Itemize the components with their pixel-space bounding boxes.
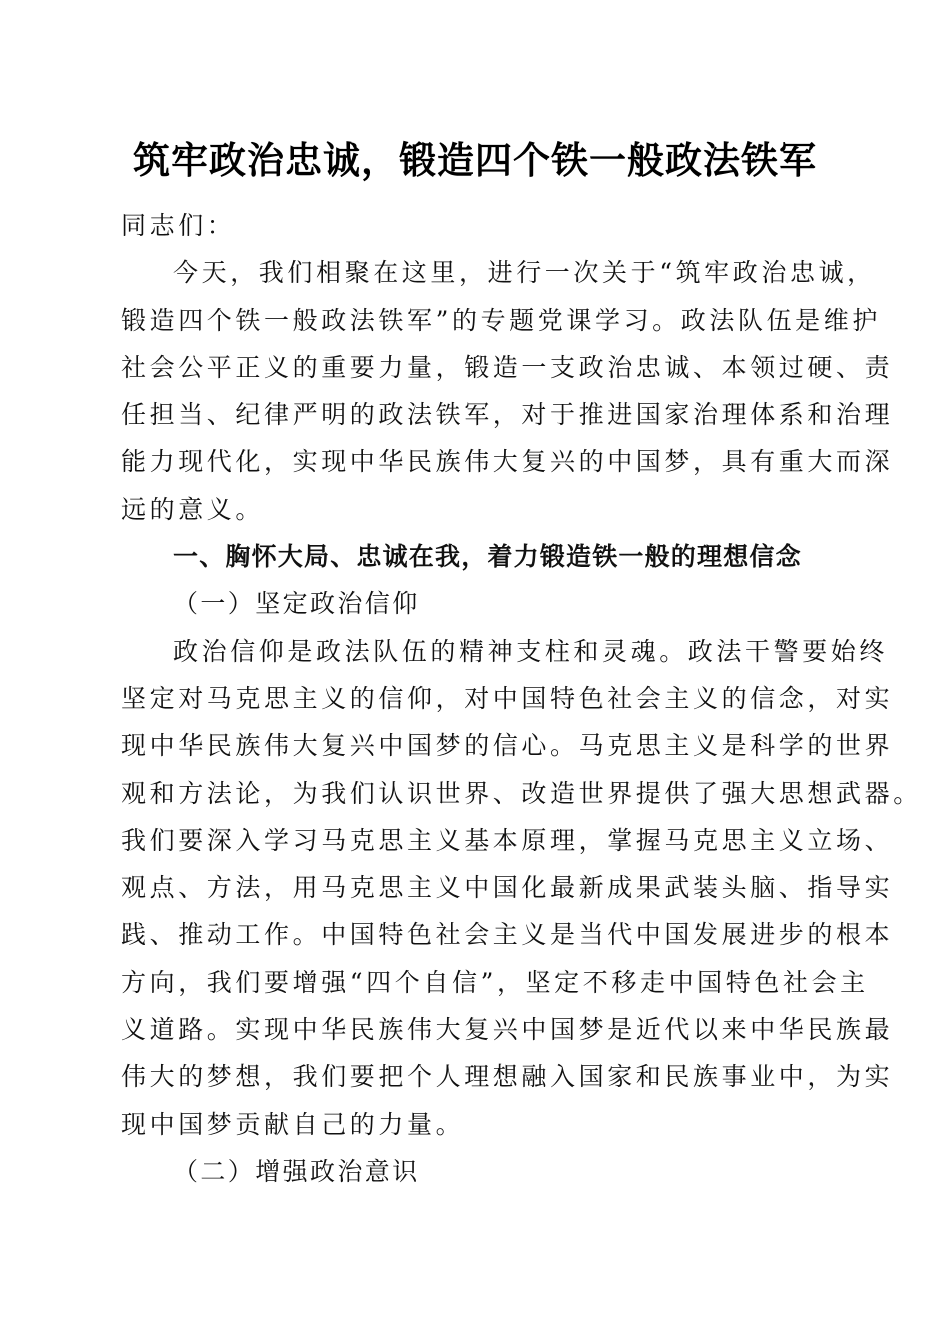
- paragraph-line: 任担当、纪律严明的政法铁军，对于推进国家治理体系和治理: [121, 400, 894, 430]
- paragraph-line: 现中华民族伟大复兴中国梦的信心。马克思主义是科学的世界: [121, 731, 894, 761]
- paragraph-line: 践、推动工作。中国特色社会主义是当代中国发展进步的根本: [121, 920, 894, 950]
- paragraph-line: 坚定对马克思主义的信仰，对中国特色社会主义的信念，对实: [121, 683, 894, 713]
- document-title: 筑牢政治忠诚，锻造四个铁一般政法铁军: [133, 138, 817, 182]
- subsection-heading: （二）增强政治意识: [173, 1156, 420, 1186]
- paragraph-line: 我们要深入学习马克思主义基本原理，掌握马克思主义立场、: [121, 825, 894, 855]
- paragraph-line: 义道路。实现中华民族伟大复兴中国梦是近代以来中华民族最: [121, 1015, 894, 1045]
- paragraph-line: 方向，我们要增强“四个自信”，坚定不移走中国特色社会主: [121, 967, 869, 997]
- paragraph-line: 能力现代化，实现中华民族伟大复兴的中国梦，具有重大而深: [121, 447, 894, 477]
- salutation: 同志们：: [121, 211, 236, 240]
- paragraph-line: 远的意义。: [121, 494, 265, 524]
- section-heading: 一、胸怀大局、忠诚在我，着力锻造铁一般的理想信念: [173, 542, 802, 572]
- paragraph-line: 观点、方法，用马克思主义中国化最新成果武装头脑、指导实: [121, 873, 894, 903]
- document-body: [121, 202, 922, 1195]
- paragraph-line: 现中国梦贡献自己的力量。: [121, 1109, 465, 1139]
- subsection-heading: （一）坚定政治信仰: [173, 589, 420, 619]
- intro-paragraph: [121, 249, 894, 533]
- subsection-paragraph: [121, 628, 922, 1148]
- paragraph-line: 社会公平正义的重要力量，锻造一支政治忠诚、本领过硬、责: [121, 352, 894, 382]
- paragraph-line: 今天，我们相聚在这里，进行一次关于“筑牢政治忠诚，: [173, 258, 876, 288]
- paragraph-line: 伟大的梦想，我们要把个人理想融入国家和民族事业中，为实: [121, 1062, 894, 1092]
- paragraph-line: 观和方法论，为我们认识世界、改造世界提供了强大思想武器。: [121, 778, 922, 808]
- paragraph-line: 锻造四个铁一般政法铁军”的专题党课学习。政法队伍是维护: [121, 305, 881, 335]
- paragraph-line: 政治信仰是政法队伍的精神支柱和灵魂。政法干警要始终: [173, 636, 889, 666]
